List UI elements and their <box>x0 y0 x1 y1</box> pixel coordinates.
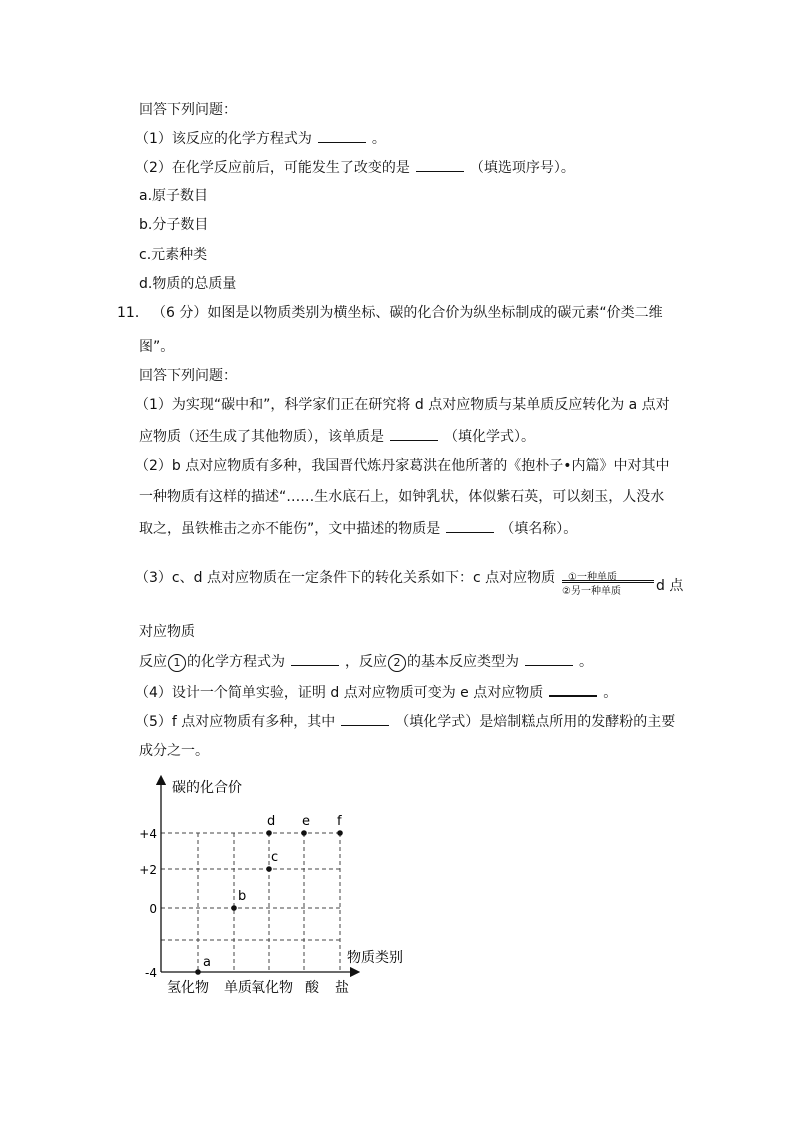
point-label-d: d <box>267 814 276 829</box>
q11-part5-text: （5）f 点对应物质有多种，其中 <box>135 714 336 730</box>
q11-intro: 回答下列问题： <box>139 368 237 384</box>
q10-option-a: a.原子数目 <box>139 188 209 204</box>
point-c <box>266 866 272 872</box>
x-tick-label: 氢化物 <box>167 980 209 996</box>
q11-stem-line2: 图”。 <box>139 339 175 355</box>
x-tick-labels <box>167 979 349 996</box>
y-tick-label: +4 <box>139 827 157 841</box>
q11-part3-text-c: ，反应 <box>345 654 387 670</box>
q10-part1-end: 。 <box>371 131 386 147</box>
q11-part2-line2: 一种物质有这样的描述“……生水底石上，如钟乳状，体似紫石英，可以刻玉，人没水 <box>139 489 665 505</box>
y-tick-labels <box>139 827 157 980</box>
data-points <box>195 814 343 975</box>
q10-option-c: c.元素种类 <box>139 247 208 263</box>
x-tick-label: 氧化物 <box>251 980 293 996</box>
y-tick-label: -4 <box>145 966 157 980</box>
q11-part2-line1: （2）b 点对应物质有多种，我国晋代炼丹家葛洪在他所著的《抱朴子•内篇》中对其中 <box>135 458 670 474</box>
q10-part2-end: （填选项序号）。 <box>469 160 575 176</box>
circled-number-2: 2 <box>388 654 406 672</box>
x-tick-label: 酸 <box>305 980 319 996</box>
q11-part1-text: 应物质（还生成了其他物质），该单质是 <box>139 429 384 445</box>
circled-number-1: 1 <box>168 654 186 672</box>
point-b <box>231 905 237 911</box>
q11-part3-line1-end: d 点 <box>656 578 684 594</box>
q11-stem-line1: （6 分）如图是以物质类别为横坐标、碳的化合价为纵坐标制成的碳元素“价类二维 <box>152 305 663 321</box>
q11-part5-line2: 成分之一。 <box>139 743 209 759</box>
q11-part4-text: （4）设计一个简单实验，证明 d 点对应物质可变为 e 点对应物质 <box>135 685 544 701</box>
chart-grid <box>161 833 340 972</box>
q11-number: 11． <box>117 305 149 321</box>
point-a <box>195 969 201 975</box>
q11-part1-line1: （1）为实现“碳中和”，科学家们正在研究将 d 点对应物质与某单质反应转化为 a 点对 <box>135 397 670 413</box>
q11-part2-end: （填名称）。 <box>500 521 578 537</box>
y-tick-label: 0 <box>149 902 157 916</box>
q11-part3-line1: （3）c、d 点对应物质在一定条件下的转化关系如下：c 点对应物质 <box>135 570 556 586</box>
q11-part1-end: （填化学式）。 <box>444 429 535 445</box>
q11-part3-text-d: 的基本反应类型为 <box>407 654 519 670</box>
q10-intro: 回答下列问题： <box>139 102 237 118</box>
q10-part2-text: （2）在化学反应前后，可能发生了改变的是 <box>135 160 410 176</box>
q11-part3-text-b: 的化学方程式为 <box>187 654 285 670</box>
q10-part1-text: （1）该反应的化学方程式为 <box>135 131 312 147</box>
q10-option-d: d.物质的总质量 <box>139 276 237 292</box>
x-tick-label: 单质 <box>224 980 252 996</box>
point-d <box>266 830 272 836</box>
reaction-arrow-bottom-label: ②另一种单质 <box>562 586 621 597</box>
q10-option-b: b.分子数目 <box>139 217 209 233</box>
point-label-f: f <box>337 814 342 829</box>
reaction-arrow-top-label: ①一种单质 <box>568 572 617 583</box>
x-axis-label: 物质类别 <box>347 950 403 966</box>
q11-part2-text: 取之，虽铁椎击之亦不能伤”，文中描述的物质是 <box>139 521 441 537</box>
x-tick-label: 盐 <box>335 980 349 996</box>
q11-part3-text-e: 。 <box>579 654 593 670</box>
y-axis-label: 碳的化合价 <box>172 780 242 796</box>
point-f <box>337 830 343 836</box>
point-e <box>301 830 307 836</box>
point-label-a: a <box>203 955 211 970</box>
y-tick-label: +2 <box>139 863 157 877</box>
q11-part3-line2: 对应物质 <box>139 624 195 640</box>
point-label-e: e <box>302 814 310 829</box>
point-label-c: c <box>271 850 279 865</box>
point-label-b: b <box>238 889 247 904</box>
q11-part4-end: 。 <box>603 685 618 701</box>
q11-part5-end: （填化学式）是焙制糕点所用的发酵粉的主要 <box>395 714 676 730</box>
q11-part3-text-a: 反应 <box>139 654 167 670</box>
